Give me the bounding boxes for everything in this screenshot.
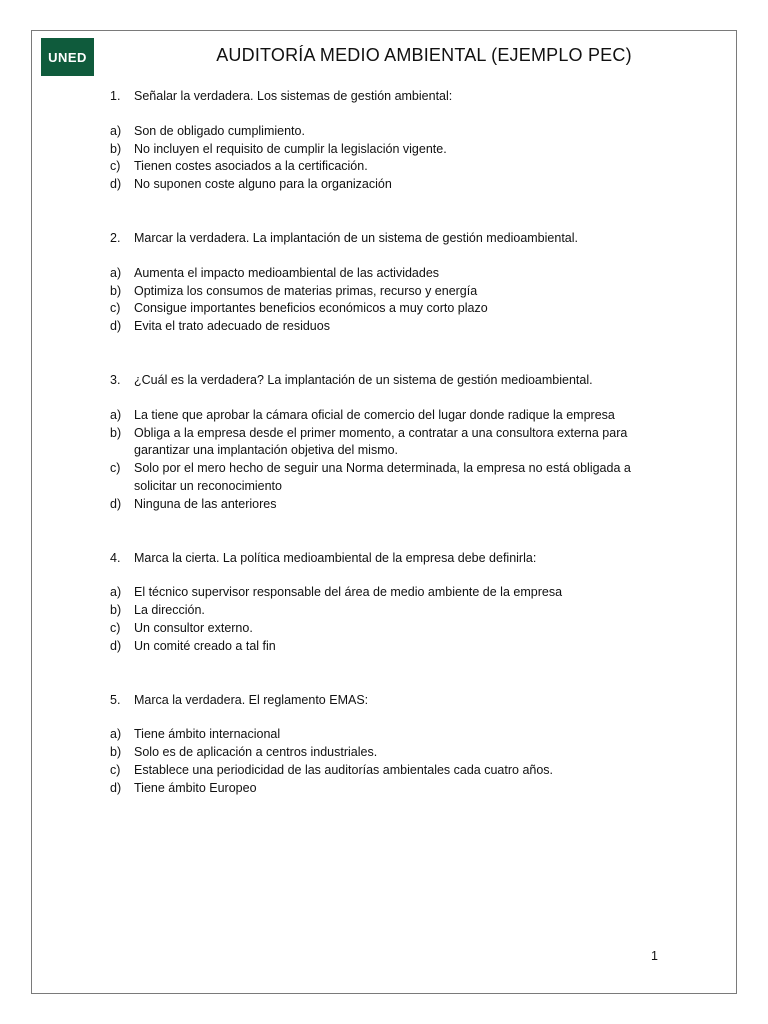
option-list — [110, 407, 670, 514]
option-letter: c) — [110, 620, 121, 635]
option-b — [110, 425, 670, 461]
option-b — [110, 283, 670, 301]
option-text: Consigue importantes beneficios económicos a muy corto plazo — [134, 301, 488, 316]
option-letter: a) — [110, 123, 122, 138]
question-3 — [110, 372, 670, 514]
question-stem — [110, 230, 670, 248]
option-a — [110, 123, 670, 141]
option-letter: a) — [110, 585, 122, 600]
option-text: Son de obligado cumplimiento. — [134, 123, 305, 138]
option-text: Un consultor externo. — [134, 620, 253, 635]
option-text: No incluyen el requisito de cumplir la legislación vigente. — [134, 141, 447, 156]
option-text: Tiene ámbito Europeo — [134, 780, 257, 795]
option-a — [110, 584, 670, 602]
option-text: Tienen costes asociados a la certificación. — [134, 159, 368, 174]
option-d — [110, 318, 670, 336]
question-list — [110, 88, 670, 834]
question-text: Marca la verdadera. El reglamento EMAS: — [134, 692, 369, 707]
option-a — [110, 265, 670, 283]
option-a — [110, 726, 670, 744]
option-list — [110, 726, 670, 797]
option-letter: a) — [110, 407, 122, 422]
question-stem — [110, 88, 670, 106]
option-b — [110, 744, 670, 762]
question-text: ¿Cuál es la verdadera? La implantación de un sistema de gestión medioambiental. — [134, 372, 593, 387]
page-number: 1 — [651, 949, 658, 963]
option-letter: b) — [110, 745, 122, 760]
question-number: 2. — [110, 230, 121, 245]
option-text: Establece una periodicidad de las auditorías ambientales cada cuatro años. — [134, 762, 554, 777]
option-text: Ninguna de las anteriores — [134, 496, 277, 511]
option-letter: a) — [110, 727, 122, 742]
option-letter: d) — [110, 780, 122, 795]
question-1 — [110, 88, 670, 194]
option-d — [110, 638, 670, 656]
question-4 — [110, 550, 670, 656]
option-list — [110, 123, 670, 194]
option-c — [110, 762, 670, 780]
option-text: Solo es de aplicación a centros industriales. — [134, 745, 378, 760]
question-5 — [110, 692, 670, 798]
question-number: 1. — [110, 89, 121, 103]
option-letter: c) — [110, 461, 121, 476]
option-list — [110, 265, 670, 336]
question-text: Marcar la verdadera. La implantación de un sistema de gestión medioambiental. — [134, 230, 578, 245]
option-letter: c) — [110, 762, 121, 777]
option-d — [110, 496, 670, 514]
option-text: Solo por el mero hecho de seguir una Norma determinada, la empresa no está obligada a solicitar un reconocimiento — [134, 461, 631, 493]
option-letter: c) — [110, 301, 121, 316]
option-text: Obliga a la empresa desde el primer momento, a contratar a una consultora externa para garantizar una implantación objetiva del mismo. — [134, 425, 628, 458]
option-letter: a) — [110, 265, 122, 280]
option-text: La dirección. — [134, 603, 205, 618]
option-letter: b) — [110, 283, 122, 298]
option-text: No suponen coste alguno para la organización — [134, 177, 392, 192]
question-number: 3. — [110, 372, 121, 387]
option-letter: c) — [110, 159, 121, 174]
option-b — [110, 602, 670, 620]
question-number: 5. — [110, 692, 121, 707]
question-number: 4. — [110, 550, 121, 565]
option-text: Evita el trato adecuado de residuos — [134, 319, 330, 334]
option-letter: d) — [110, 177, 122, 192]
question-stem — [110, 550, 670, 568]
question-text: Señalar la verdadera. Los sistemas de gestión ambiental: — [134, 89, 453, 103]
option-list — [110, 584, 670, 655]
option-c — [110, 460, 670, 496]
option-letter: d) — [110, 319, 122, 334]
option-letter: b) — [110, 425, 122, 440]
question-stem — [110, 372, 670, 390]
document-page — [31, 30, 737, 994]
option-text: La tiene que aprobar la cámara oficial de comercio del lugar donde radique la empresa — [134, 407, 615, 422]
option-letter: d) — [110, 638, 122, 653]
question-stem — [110, 692, 670, 710]
option-letter: d) — [110, 496, 122, 511]
option-b — [110, 141, 670, 159]
option-c — [110, 158, 670, 176]
option-text: Un comité creado a tal fin — [134, 638, 276, 653]
page-title: AUDITORÍA MEDIO AMBIENTAL (EJEMPLO PEC) — [216, 45, 632, 65]
question-text: Marca la cierta. La política medioambiental de la empresa debe definirla: — [134, 550, 537, 565]
option-a — [110, 407, 670, 425]
question-2 — [110, 230, 670, 336]
option-text: Optimiza los consumos de materias primas, recurso y energía — [134, 283, 478, 298]
option-d — [110, 780, 670, 798]
option-c — [110, 300, 670, 318]
option-c — [110, 620, 670, 638]
option-d — [110, 176, 670, 194]
option-letter: b) — [110, 141, 122, 156]
option-text: Aumenta el impacto medioambiental de las actividades — [134, 265, 440, 280]
uned-logo: UNED — [41, 38, 94, 76]
option-text: Tiene ámbito internacional — [134, 727, 281, 742]
option-letter: b) — [110, 603, 122, 618]
option-text: El técnico supervisor responsable del área de medio ambiente de la empresa — [134, 585, 563, 600]
